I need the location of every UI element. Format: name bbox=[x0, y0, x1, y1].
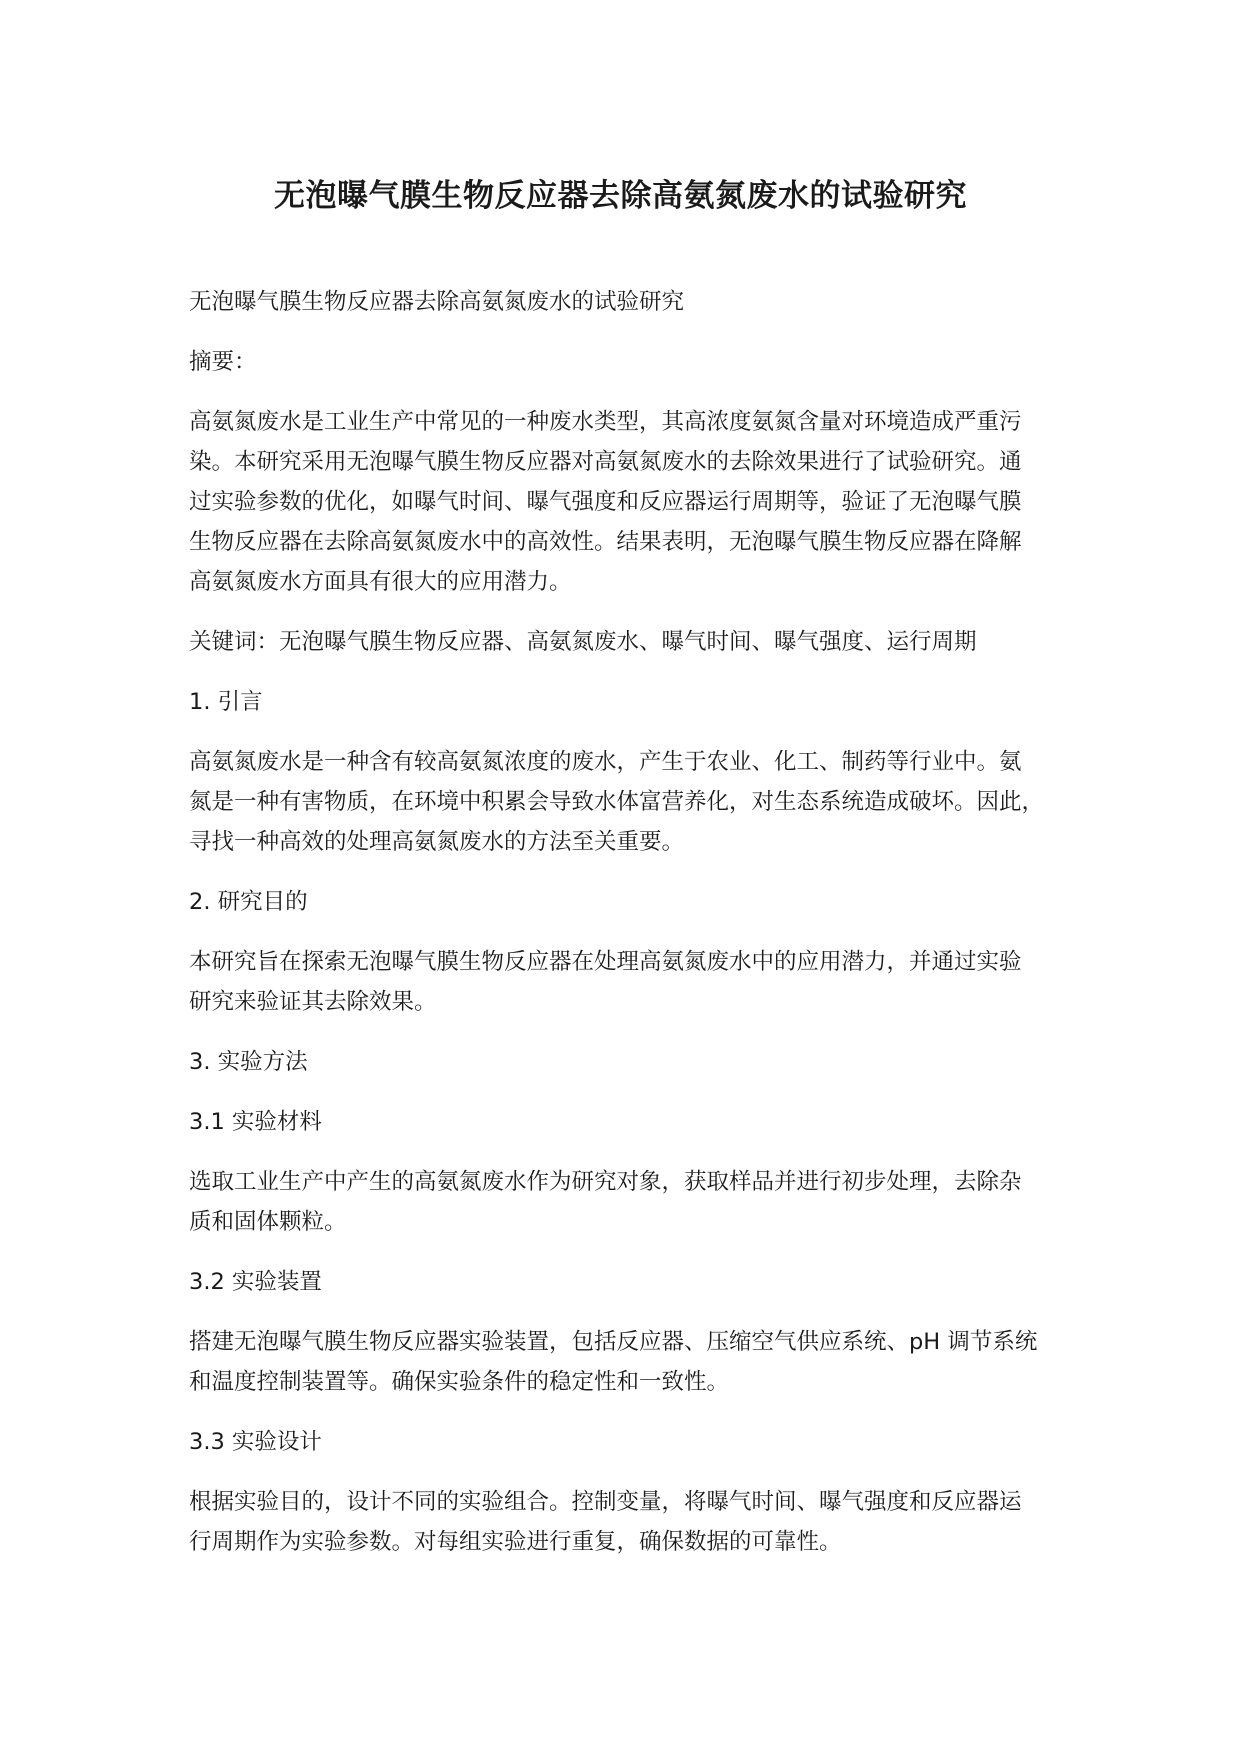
section-3-3-body bbox=[189, 1482, 1081, 1562]
text-line: 3.2 实验装置 bbox=[189, 1269, 322, 1295]
section-3-2-heading bbox=[189, 1262, 1081, 1302]
text-line: 质和固体颗粒。 bbox=[189, 1209, 347, 1235]
text-line: 搭建无泡曝气膜生物反应器实验装置，包括反应器、压缩空气供应系统、pH 调节系统 bbox=[189, 1329, 1038, 1355]
text-line: 研究来验证其去除效果。 bbox=[189, 989, 437, 1015]
keywords bbox=[189, 622, 1081, 662]
text-line: 高氨氮废水是一种含有较高氨氮浓度的废水，产生于农业、化工、制药等行业中。氨 bbox=[189, 749, 1022, 775]
text-line: 高氨氮废水是工业生产中常见的一种废水类型，其高浓度氨氮含量对环境造成严重污 bbox=[189, 409, 1022, 435]
text-line: 选取工业生产中产生的高氨氮废水作为研究对象，获取样品并进行初步处理，去除杂 bbox=[189, 1169, 1022, 1195]
text-line: 生物反应器在去除高氨氮废水中的高效性。结果表明，无泡曝气膜生物反应器在降解 bbox=[189, 529, 1022, 555]
text-line: 本研究旨在探索无泡曝气膜生物反应器在处理高氨氮废水中的应用潜力，并通过实验 bbox=[189, 949, 1022, 975]
document-title: 无泡曝气膜生物反应器去除高氨氮废水的试验研究 bbox=[274, 178, 967, 214]
text-line: 2. 研究目的 bbox=[189, 889, 308, 915]
abstract-label bbox=[189, 342, 1081, 382]
text-line: 3.1 实验材料 bbox=[189, 1109, 322, 1135]
text-line: 行周期作为实验参数。对每组实验进行重复，确保数据的可靠性。 bbox=[189, 1529, 842, 1555]
section-1-heading bbox=[189, 682, 1081, 722]
section-1-body bbox=[189, 742, 1081, 862]
section-3-1-body bbox=[189, 1162, 1081, 1242]
text-line: 过实验参数的优化，如曝气时间、曝气强度和反应器运行周期等，验证了无泡曝气膜 bbox=[189, 489, 1022, 515]
section-3-heading bbox=[189, 1042, 1081, 1082]
text-line: 高氨氮废水方面具有很大的应用潜力。 bbox=[189, 569, 572, 595]
abstract-body bbox=[189, 402, 1081, 602]
subtitle bbox=[189, 282, 1081, 322]
section-3-2-body bbox=[189, 1322, 1081, 1402]
text-line: 3. 实验方法 bbox=[189, 1049, 308, 1075]
section-2-heading bbox=[189, 882, 1081, 922]
section-3-3-heading bbox=[189, 1422, 1081, 1462]
text-line: 1. 引言 bbox=[189, 689, 263, 715]
text-line: 和温度控制装置等。确保实验条件的稳定性和一致性。 bbox=[189, 1369, 730, 1395]
text-line: 3.3 实验设计 bbox=[189, 1429, 322, 1455]
text-line: 根据实验目的，设计不同的实验组合。控制变量，将曝气时间、曝气强度和反应器运 bbox=[189, 1489, 1022, 1515]
text-line: 摘要： bbox=[189, 349, 257, 375]
text-line: 染。本研究采用无泡曝气膜生物反应器对高氨氮废水的去除效果进行了试验研究。通 bbox=[189, 449, 1022, 475]
text-line: 关键词：无泡曝气膜生物反应器、高氨氮废水、曝气时间、曝气强度、运行周期 bbox=[189, 629, 977, 655]
text-line: 寻找一种高效的处理高氨氮废水的方法至关重要。 bbox=[189, 829, 685, 855]
section-3-1-heading bbox=[189, 1102, 1081, 1142]
text-line: 氮是一种有害物质，在环境中积累会导致水体富营养化，对生态系统造成破坏。因此， bbox=[189, 789, 1045, 815]
text-line: 无泡曝气膜生物反应器去除高氨氮废水的试验研究 bbox=[189, 289, 685, 315]
document-body bbox=[189, 282, 1081, 1582]
section-2-body bbox=[189, 942, 1081, 1022]
